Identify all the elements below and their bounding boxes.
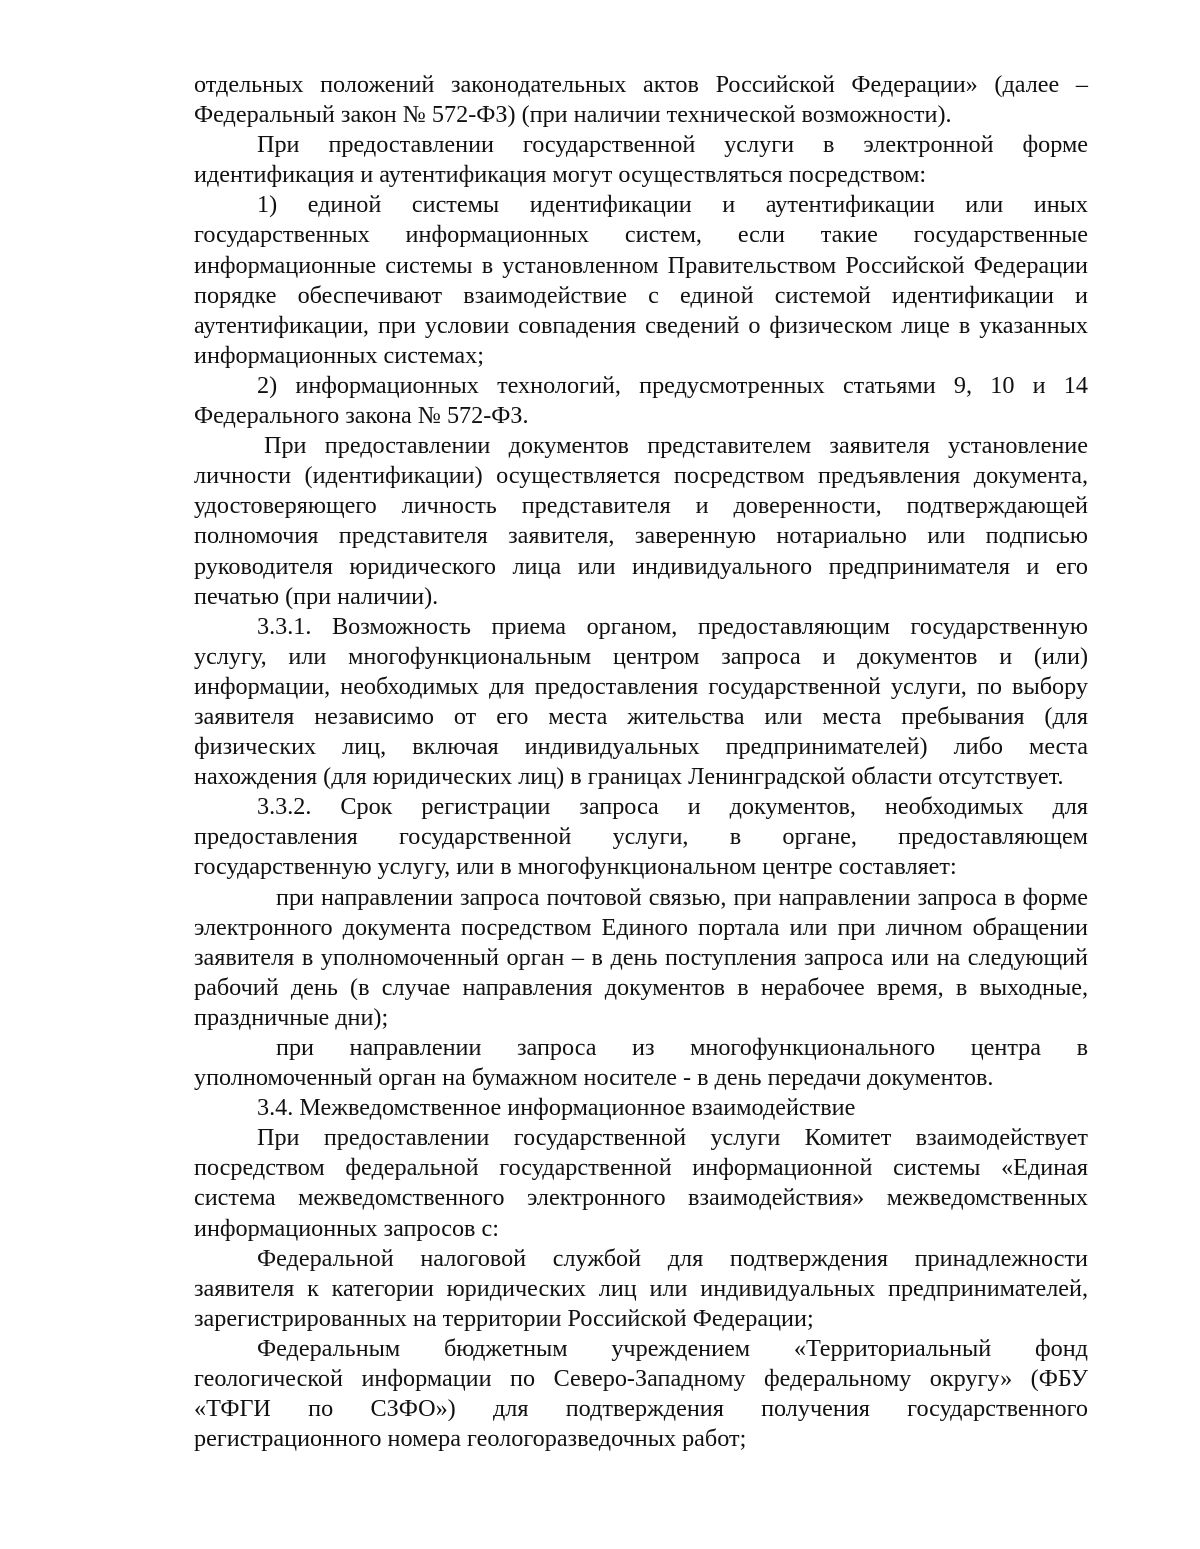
- paragraph-tax-service: Федеральной налоговой службой для подтверждения принадлежности заявителя к категории юридических лиц или индивидуальных предпринимателей, зарегистрированных на территории Российской Федерации;: [194, 1244, 1088, 1332]
- paragraph-item-1: 1) единой системы идентификации и аутентификации или иных государственных информационных систем, если такие государственные информационные системы в установленном Правительством Российской Федерации порядке обеспечивают взаимодействие с единой системой идентификации и аутентификации, при условии совпадения сведений о физическом лице в указанных информационных системах;: [194, 191, 1088, 369]
- paragraph-3-3-2: 3.3.2. Срок регистрации запроса и документов, необходимых для предоставления государственной услуги, в органе, предоставляющем государственную услугу, или в многофункциональном центре составляет:: [194, 793, 1088, 881]
- paragraph-identification-intro: При предоставлении государственной услуги в электронной форме идентификация и аутентификация могут осуществляться посредством:: [194, 131, 1088, 189]
- paragraph-postal-request: при направлении запроса почтовой связью, при направлении запроса в форме электронного документа посредством Единого портала или при личном обращении заявителя в уполномоченный орган – в день поступления запроса или на следующий рабочий день (в случае направления документов в нерабочее время, в выходные, праздничные дни);: [194, 883, 1088, 1031]
- paragraph-representative: При предоставлении документов представителем заявителя установление личности (идентификации) осуществляется посредством предъявления документа, удостоверяющего личность представителя и доверенности, подтверждающей полномочия представителя заявителя, заверенную нотариально или подписью руководителя юридического лица или индивидуального предпринимателя и его печатью (при наличии).: [194, 432, 1088, 610]
- paragraph-3-3-1: 3.3.1. Возможность приема органом, предоставляющим государственную услугу, или многофункциональным центром запроса и документов и (или) информации, необходимых для предоставления государственной услуги, по выбору заявителя независимо от его места жительства или места пребывания (для физических лиц, включая индивидуальных предпринимателей) либо места нахождения (для юридических лиц) в границах Ленинградской области отсутствует.: [194, 612, 1088, 791]
- paragraph-tfgi: Федеральным бюджетным учреждением «Территориальный фонд геологической информации по Северо-Западному федеральному округу» (ФБУ «ТФГИ по СЗФО») для подтверждения получения государственного регистрационного номера геологоразведочных работ;: [194, 1334, 1088, 1453]
- paragraph-item-2: 2) информационных технологий, предусмотренных статьями 9, 10 и 14 Федерального закона № 572-ФЗ.: [194, 371, 1088, 430]
- section-heading-3-4: 3.4. Межведомственное информационное взаимодействие: [257, 1094, 856, 1122]
- paragraph-interagency-intro: При предоставлении государственной услуги Комитет взаимодействует посредством федеральной государственной информационной системы «Единая система межведомственного электронного взаимодействия» межведомственных информационных запросов с:: [194, 1124, 1088, 1242]
- paragraph-continuation: отдельных положений законодательных актов Российской Федерации» (далее – Федеральный закон № 572-ФЗ) (при наличии технической возможности).: [194, 71, 1088, 129]
- paragraph-mfc-request: при направлении запроса из многофункционального центра в уполномоченный орган на бумажном носителе - в день передачи документов.: [194, 1034, 1088, 1092]
- document-body: [194, 70, 1088, 1454]
